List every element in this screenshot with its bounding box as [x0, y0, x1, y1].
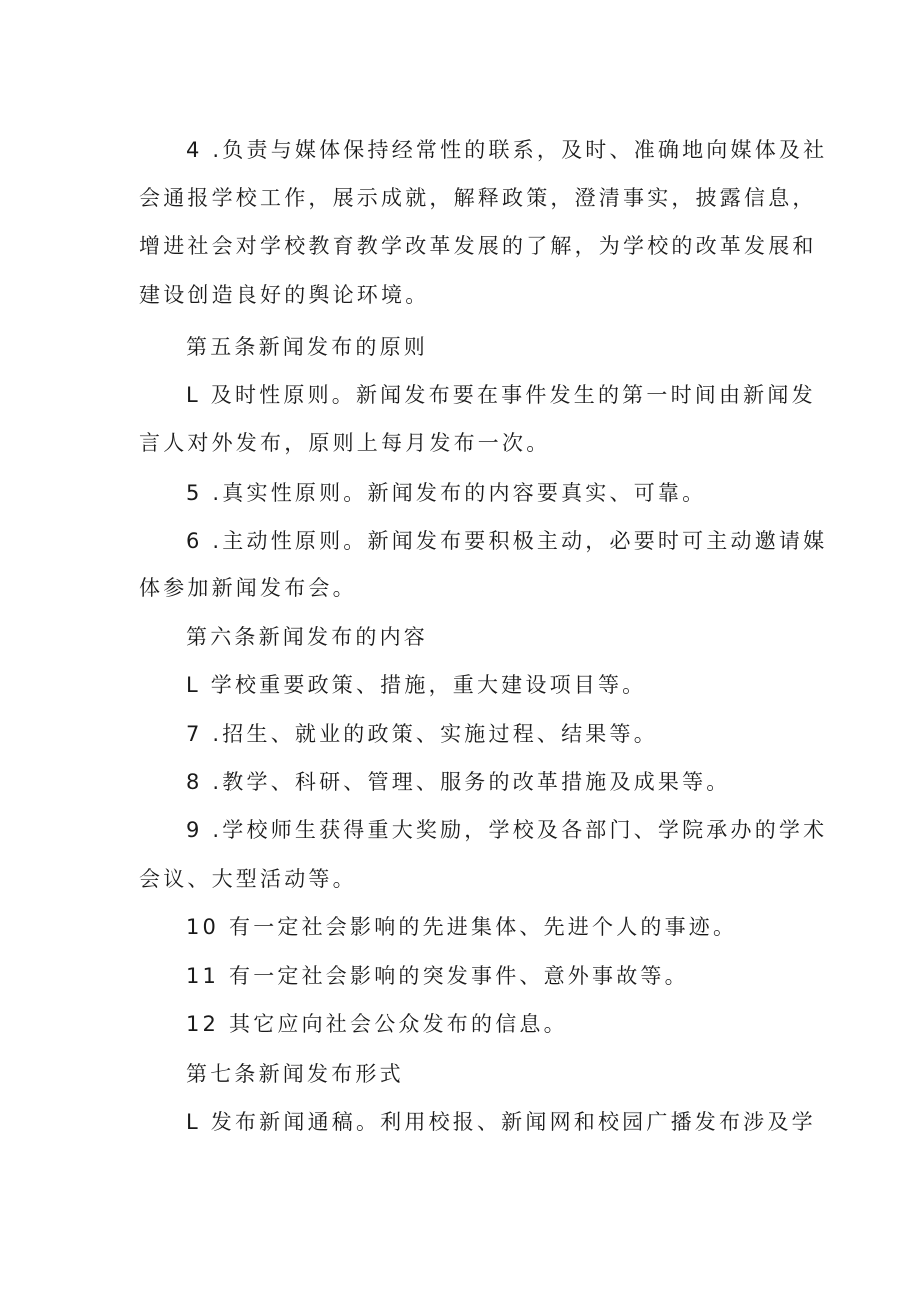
paragraph-line: 建设创造良好的舆论环境。: [139, 283, 430, 307]
list-item: 11 有一定社会影响的突发事件、意外事故等。: [186, 964, 689, 988]
paragraph-line: 言人对外发布，原则上每月发布一次。: [139, 431, 551, 455]
list-item: 10 有一定社会影响的先进集体、先进个人的事迹。: [186, 915, 738, 939]
paragraph-line: 增进社会对学校教育教学改革发展的了解，为学校的改革发展和: [139, 234, 817, 258]
list-item: 7 .招生、就业的政策、实施过程、结果等。: [186, 722, 658, 746]
paragraph-line: 5 .真实性原则。新闻发布的内容要真实、可靠。: [186, 481, 707, 505]
section-heading: 第七条新闻发布形式: [186, 1062, 404, 1086]
list-item: 9 .学校师生获得重大奖励，学校及各部门、学院承办的学术: [186, 818, 828, 842]
paragraph-line: L 及时性原则。新闻发布要在事件发生的第一时间由新闻发: [186, 383, 816, 407]
paragraph-line: 6 .主动性原则。新闻发布要积极主动，必要时可主动邀请媒: [186, 529, 828, 553]
paragraph-line: L 发布新闻通稿。利用校报、新闻网和校园广播发布涉及学: [186, 1110, 816, 1134]
list-item: 8 .教学、科研、管理、服务的改革措施及成果等。: [186, 770, 731, 794]
paragraph-line: 会通报学校工作，展示成就，解释政策，澄清事实，披露信息，: [139, 186, 817, 210]
section-heading: 第五条新闻发布的原则: [186, 335, 428, 359]
list-item: L 学校重要政策、措施，重大建设项目等。: [186, 673, 647, 697]
paragraph-line: 4 .负责与媒体保持经常性的联系，及时、准确地向媒体及社: [186, 138, 828, 162]
list-item: 12 其它应向社会公众发布的信息。: [186, 1012, 568, 1036]
paragraph-line: 体参加新闻发布会。: [139, 576, 357, 600]
list-item-continued: 会议、大型活动等。: [139, 867, 357, 891]
section-heading: 第六条新闻发布的内容: [186, 625, 428, 649]
